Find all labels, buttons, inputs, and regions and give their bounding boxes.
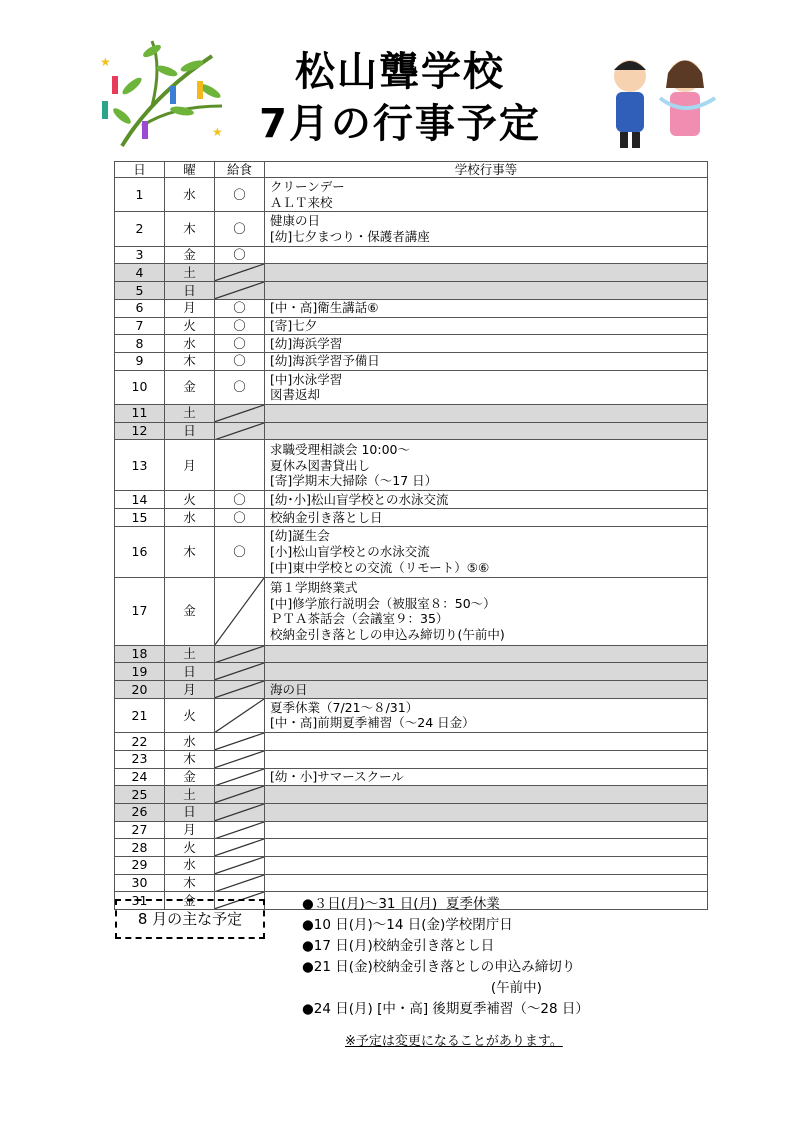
meal-cell	[215, 404, 265, 422]
table-row	[115, 299, 708, 317]
weekday-cell: 金	[165, 892, 215, 910]
no-meal-slash	[215, 282, 264, 299]
day-cell: 26	[115, 803, 165, 821]
events-cell: 求職受理相談会 10:00～ 夏休み図書貸出し [寄]学期末大掃除（～17 日）	[265, 440, 708, 491]
svg-text:★: ★	[212, 125, 223, 139]
no-meal-slash	[215, 751, 264, 768]
no-meal-slash	[215, 681, 264, 698]
table-row	[115, 246, 708, 264]
events-cell	[265, 874, 708, 892]
weekday-cell: 木	[165, 874, 215, 892]
list-item: ●21 日(金)校納金引き落としの申込み締切り	[302, 959, 576, 975]
page-title: 松山聾学校	[295, 49, 505, 95]
table-row	[115, 786, 708, 804]
schedule-table	[114, 161, 708, 910]
day-cell: 2	[115, 212, 165, 246]
day-cell: 9	[115, 352, 165, 370]
orihime-hikoboshi-illustration	[600, 48, 720, 152]
column-header-day: 日	[115, 162, 165, 178]
no-meal-slash	[215, 857, 264, 874]
table-row	[115, 733, 708, 751]
weekday-cell: 月	[165, 821, 215, 839]
table-row	[115, 698, 708, 732]
weekday-cell: 日	[165, 422, 215, 440]
day-cell: 8	[115, 335, 165, 353]
day-cell: 12	[115, 422, 165, 440]
events-cell	[265, 750, 708, 768]
no-meal-slash	[215, 804, 264, 821]
events-cell	[265, 422, 708, 440]
weekday-cell: 木	[165, 352, 215, 370]
meal-cell	[215, 803, 265, 821]
meal-cell	[215, 264, 265, 282]
column-header-meal: 給食	[215, 162, 265, 178]
meal-cell: 〇	[215, 352, 265, 370]
meal-cell	[215, 856, 265, 874]
day-cell: 10	[115, 370, 165, 404]
table-row	[115, 821, 708, 839]
day-cell: 1	[115, 178, 165, 212]
meal-cell: 〇	[215, 509, 265, 527]
weekday-cell: 火	[165, 698, 215, 732]
events-cell	[265, 645, 708, 663]
table-row	[115, 282, 708, 300]
meal-cell: 〇	[215, 299, 265, 317]
table-row	[115, 526, 708, 577]
meal-cell	[215, 422, 265, 440]
table-row	[115, 370, 708, 404]
day-cell: 16	[115, 526, 165, 577]
weekday-cell: 日	[165, 663, 215, 681]
day-cell: 31	[115, 892, 165, 910]
weekday-cell: 土	[165, 264, 215, 282]
no-meal-slash	[215, 822, 264, 839]
no-meal-slash	[215, 769, 264, 786]
weekday-cell: 月	[165, 681, 215, 699]
meal-cell	[215, 839, 265, 857]
meal-cell: 〇	[215, 370, 265, 404]
table-row	[115, 750, 708, 768]
weekday-cell: 火	[165, 491, 215, 509]
day-cell: 21	[115, 698, 165, 732]
no-meal-slash	[215, 786, 264, 803]
events-cell: [幼]海浜学習予備日	[265, 352, 708, 370]
page-subtitle: 7月の行事予定	[259, 101, 541, 147]
meal-cell	[215, 821, 265, 839]
meal-cell	[215, 645, 265, 663]
day-cell: 17	[115, 577, 165, 645]
day-cell: 29	[115, 856, 165, 874]
weekday-cell: 水	[165, 856, 215, 874]
day-cell: 13	[115, 440, 165, 491]
day-cell: 11	[115, 404, 165, 422]
no-meal-slash	[215, 264, 264, 281]
meal-cell: 〇	[215, 526, 265, 577]
events-cell	[265, 733, 708, 751]
events-cell	[265, 786, 708, 804]
day-cell: 27	[115, 821, 165, 839]
events-cell	[265, 264, 708, 282]
events-cell: [寄]七夕	[265, 317, 708, 335]
day-cell: 5	[115, 282, 165, 300]
events-cell	[265, 663, 708, 681]
weekday-cell: 火	[165, 839, 215, 857]
meal-cell	[215, 733, 265, 751]
weekday-cell: 火	[165, 317, 215, 335]
events-cell	[265, 404, 708, 422]
meal-cell	[215, 440, 265, 491]
weekday-cell: 日	[165, 282, 215, 300]
events-cell	[265, 821, 708, 839]
table-row	[115, 681, 708, 699]
day-cell: 15	[115, 509, 165, 527]
no-meal-slash	[215, 733, 264, 750]
meal-cell: 〇	[215, 335, 265, 353]
weekday-cell: 月	[165, 299, 215, 317]
no-meal-slash	[215, 663, 264, 680]
day-cell: 20	[115, 681, 165, 699]
table-row	[115, 440, 708, 491]
list-item: (午前中)	[302, 980, 542, 996]
no-meal-slash	[215, 646, 264, 663]
no-meal-slash	[215, 423, 264, 440]
table-row	[115, 768, 708, 786]
meal-cell	[215, 577, 265, 645]
meal-cell	[215, 663, 265, 681]
table-row	[115, 404, 708, 422]
list-item: ●３日(月)～31 日(月) 夏季休業	[302, 896, 500, 912]
weekday-cell: 月	[165, 440, 215, 491]
list-item: ●17 日(月)校納金引き落とし日	[302, 938, 495, 954]
column-header-weekday: 曜	[165, 162, 215, 178]
meal-cell: 〇	[215, 178, 265, 212]
list-item: ●24 日(月) [中・高] 後期夏季補習（～28 日）	[302, 1001, 589, 1017]
meal-cell: 〇	[215, 212, 265, 246]
day-cell: 14	[115, 491, 165, 509]
meal-cell	[215, 768, 265, 786]
table-row	[115, 264, 708, 282]
table-row	[115, 335, 708, 353]
events-cell: 海の日	[265, 681, 708, 699]
meal-cell	[215, 786, 265, 804]
table-row	[115, 509, 708, 527]
events-cell	[265, 839, 708, 857]
meal-cell	[215, 681, 265, 699]
weekday-cell: 土	[165, 645, 215, 663]
august-schedule-list	[302, 894, 589, 1020]
weekday-cell: 土	[165, 404, 215, 422]
events-cell: 健康の日 [幼]七夕まつり・保護者講座	[265, 212, 708, 246]
no-meal-slash	[215, 405, 264, 422]
meal-cell	[215, 750, 265, 768]
table-row	[115, 352, 708, 370]
table-header-row	[115, 162, 708, 178]
table-row	[115, 317, 708, 335]
events-cell: クリーンデー ＡＬＴ来校	[265, 178, 708, 212]
events-cell: 夏季休業（7/21～８/31） [中・高]前期夏季補習（～24 日金）	[265, 698, 708, 732]
table-row	[115, 491, 708, 509]
meal-cell: 〇	[215, 491, 265, 509]
table-row	[115, 645, 708, 663]
day-cell: 22	[115, 733, 165, 751]
column-header-events: 学校行事等	[265, 162, 708, 178]
events-cell: [幼･小]松山盲学校との水泳交流	[265, 491, 708, 509]
day-cell: 4	[115, 264, 165, 282]
events-cell: [幼・小]サマースクール	[265, 768, 708, 786]
table-row	[115, 577, 708, 645]
weekday-cell: 日	[165, 803, 215, 821]
table-row	[115, 178, 708, 212]
day-cell: 30	[115, 874, 165, 892]
meal-cell	[215, 698, 265, 732]
change-notice: ※予定は変更になることがあります。	[345, 1034, 563, 1049]
day-cell: 6	[115, 299, 165, 317]
meal-cell: 〇	[215, 317, 265, 335]
table-row	[115, 663, 708, 681]
svg-text:★: ★	[100, 55, 111, 69]
no-meal-slash	[215, 578, 264, 645]
table-row	[115, 839, 708, 857]
weekday-cell: 水	[165, 178, 215, 212]
table-row	[115, 422, 708, 440]
table-row	[115, 803, 708, 821]
events-cell	[265, 856, 708, 874]
weekday-cell: 土	[165, 786, 215, 804]
weekday-cell: 水	[165, 509, 215, 527]
weekday-cell: 木	[165, 526, 215, 577]
no-meal-slash	[215, 839, 264, 856]
meal-cell	[215, 282, 265, 300]
day-cell: 25	[115, 786, 165, 804]
weekday-cell: 金	[165, 577, 215, 645]
day-cell: 28	[115, 839, 165, 857]
day-cell: 23	[115, 750, 165, 768]
no-meal-slash	[215, 699, 264, 732]
events-cell	[265, 803, 708, 821]
weekday-cell: 水	[165, 335, 215, 353]
events-cell: 第１学期終業式 [中]修学旅行説明会（被服室８：50～） ＰＴＡ茶話会（会議室９：35） 校納金引き落としの申込み締切り(午前中)	[265, 577, 708, 645]
events-cell: 校納金引き落とし日	[265, 509, 708, 527]
events-cell	[265, 282, 708, 300]
weekday-cell: 木	[165, 750, 215, 768]
meal-cell	[215, 874, 265, 892]
weekday-cell: 木	[165, 212, 215, 246]
events-cell: [中]水泳学習 図書返却	[265, 370, 708, 404]
day-cell: 24	[115, 768, 165, 786]
weekday-cell: 金	[165, 246, 215, 264]
day-cell: 19	[115, 663, 165, 681]
weekday-cell: 水	[165, 733, 215, 751]
list-item: ●10 日(月)～14 日(金)学校閉庁日	[302, 917, 513, 933]
table-row	[115, 856, 708, 874]
day-cell: 3	[115, 246, 165, 264]
events-cell: [中・高]衛生講話⑥	[265, 299, 708, 317]
events-cell: [幼]海浜学習	[265, 335, 708, 353]
events-cell	[265, 246, 708, 264]
day-cell: 7	[115, 317, 165, 335]
no-meal-slash	[215, 875, 264, 892]
august-schedule-label: 8 月の主な予定	[115, 899, 265, 939]
tanabata-bamboo-illustration	[92, 36, 232, 154]
table-row	[115, 874, 708, 892]
events-cell: [幼]誕生会 [小]松山盲学校との水泳交流 [中]東中学校との交流（リモート）⑤⑥	[265, 526, 708, 577]
meal-cell: 〇	[215, 246, 265, 264]
table-row	[115, 212, 708, 246]
weekday-cell: 金	[165, 768, 215, 786]
weekday-cell: 金	[165, 370, 215, 404]
day-cell: 18	[115, 645, 165, 663]
